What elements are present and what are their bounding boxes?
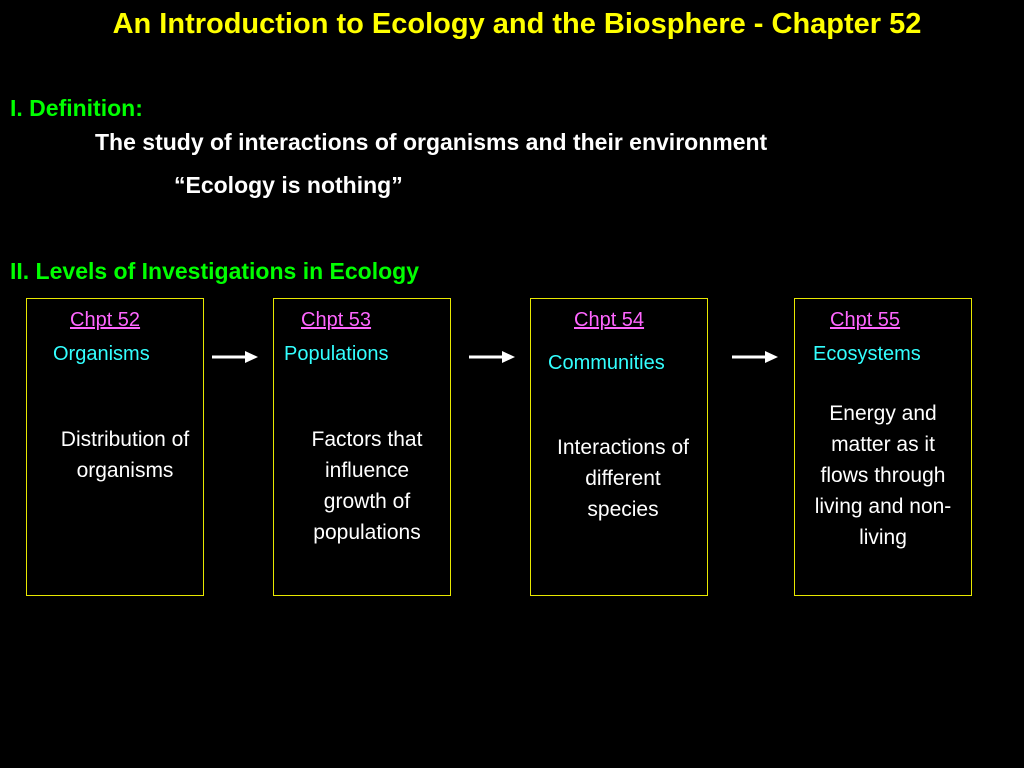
level-description-communities: Interactions of different species (557, 436, 689, 521)
level-description-organisms: Distribution of organisms (60, 428, 190, 482)
arrow-right-icon (469, 350, 515, 364)
chapter-link-55[interactable]: Chpt 55 (830, 309, 901, 331)
level-description-populations: Factors that influence growth of populations (311, 428, 423, 544)
level-name-ecosystems: Ecosystems (813, 343, 921, 365)
level-description-ecosystems: Energy and matter as it flows through living and non-living (814, 402, 952, 549)
definition-text: The study of interactions of organisms and their environment (95, 129, 768, 155)
arrow-right-icon (732, 350, 778, 364)
chapter-link-54[interactable]: Chpt 54 (574, 309, 645, 331)
level-name-populations: Populations (284, 343, 389, 365)
chapter-link-52[interactable]: Chpt 52 (70, 309, 141, 331)
chapter-link-53[interactable]: Chpt 53 (301, 309, 372, 331)
ecology-quote: “Ecology is nothing” (174, 172, 403, 198)
arrow-right-icon (212, 350, 258, 364)
section-definition-heading: I. Definition: (10, 95, 143, 121)
slide-title: An Introduction to Ecology and the Biosphere - Chapter 52 (112, 8, 922, 40)
section-levels-heading: II. Levels of Investigations in Ecology (10, 258, 419, 284)
level-name-communities: Communities (548, 352, 665, 374)
level-name-organisms: Organisms (53, 343, 150, 365)
